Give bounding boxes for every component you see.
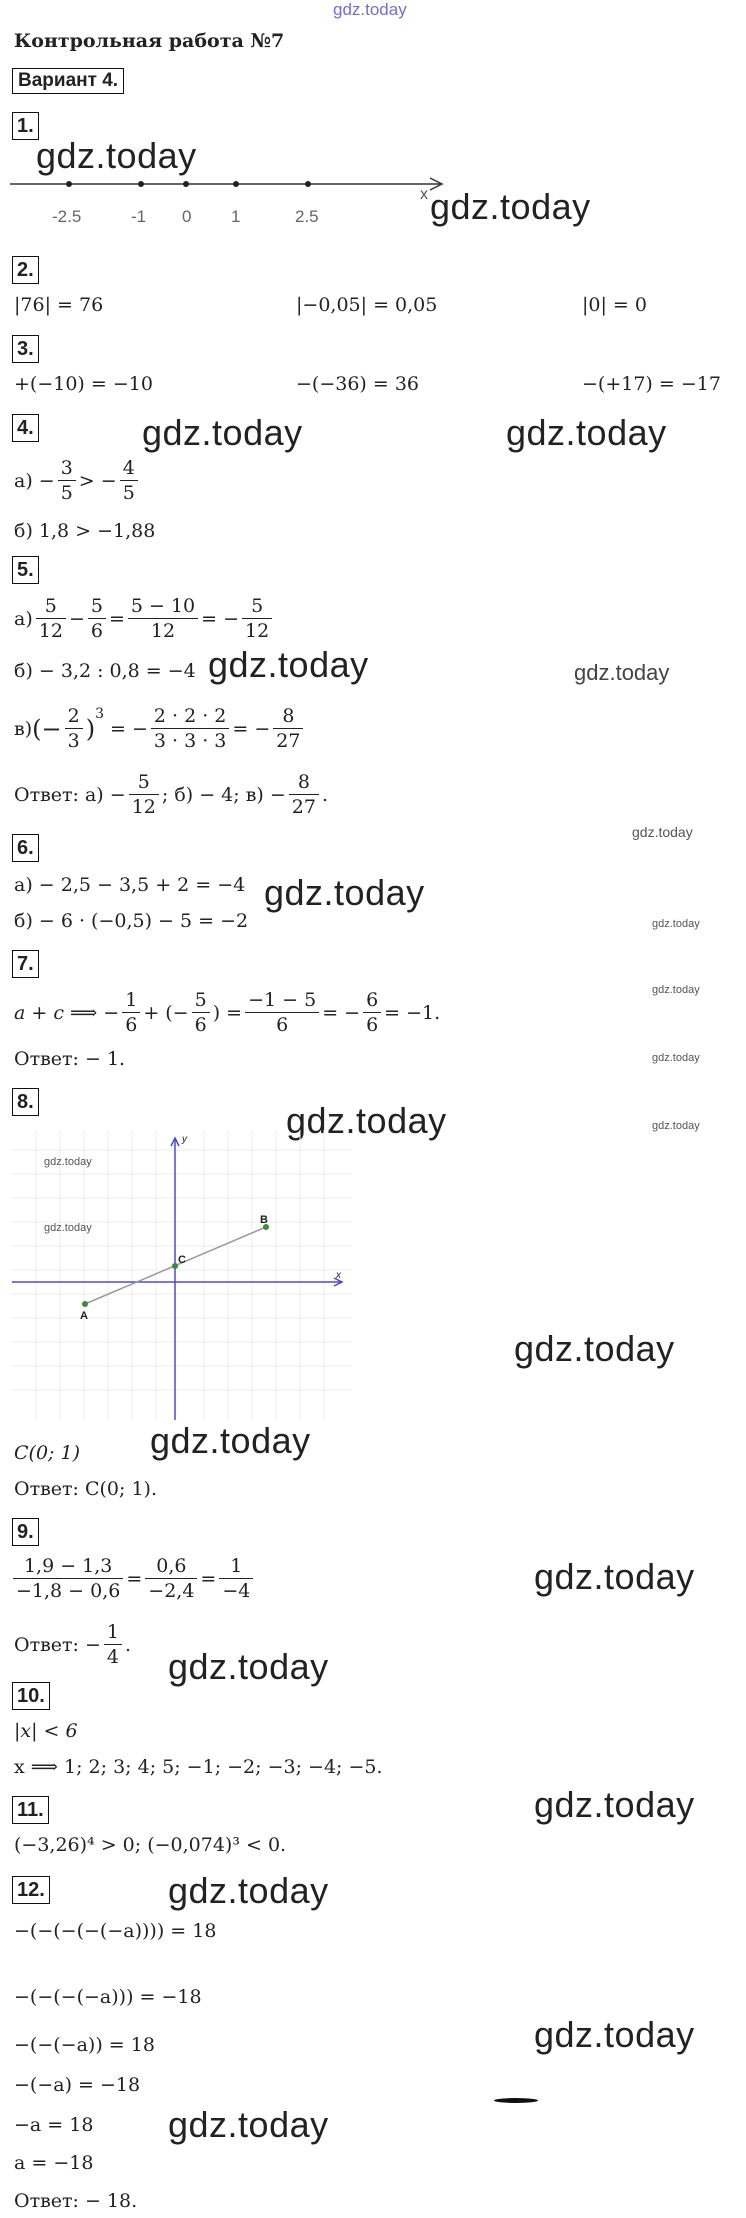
fraction — [120, 456, 138, 505]
y-axis-label: y — [182, 1134, 187, 1145]
task-12-answer: Ответ: − 18. — [14, 2190, 138, 2212]
numerator: 8 — [273, 704, 303, 729]
task-12-line-2: −(−(−(−a))) = −18 — [14, 1986, 202, 2008]
watermark: gdz.today — [632, 824, 693, 840]
task-2-c: |0| = 0 — [582, 294, 647, 316]
fraction — [219, 1554, 253, 1603]
text: = − — [201, 607, 240, 630]
fraction — [128, 594, 198, 643]
watermark: gdz.today — [36, 135, 197, 176]
watermark: gdz.today — [286, 1100, 447, 1141]
denominator: 27 — [291, 796, 316, 818]
fraction — [273, 704, 303, 753]
denominator: 12 — [38, 620, 63, 642]
task-2-a: |76| = 76 — [14, 294, 104, 316]
fraction — [122, 988, 140, 1037]
fraction — [151, 704, 230, 753]
watermark: gdz.today — [652, 984, 700, 996]
text: ; б) − 4; в) − — [161, 783, 286, 806]
numerator: 8 — [289, 770, 319, 795]
task-3-a: +(−10) = −10 — [14, 373, 153, 395]
task-10-number: 10. — [12, 1682, 50, 1710]
task-11-a: (−3,26)⁴ > 0; (−0,074)³ < 0. — [14, 1834, 287, 1856]
text: = — [108, 607, 125, 630]
task-1-number: 1. — [12, 112, 39, 140]
task-12-line-1: −(−(−(−(−a)))) = 18 — [14, 1920, 217, 1942]
tick-label: 1 — [231, 207, 241, 226]
task-3-number: 3. — [12, 335, 39, 363]
numerator: 5 — [129, 770, 159, 795]
fraction — [242, 594, 272, 643]
watermark: gdz.today — [652, 1052, 700, 1064]
denominator: 5 — [122, 482, 135, 504]
text: . — [125, 1633, 132, 1656]
point-b-label: B — [260, 1214, 268, 1226]
text: − — [68, 607, 85, 630]
text: ) = — [212, 1001, 243, 1024]
denominator: 6 — [194, 1014, 207, 1036]
watermark: gdz.today — [168, 1646, 329, 1687]
task-3-b: −(−36) = 36 — [296, 373, 420, 395]
task-8-number: 8. — [12, 1088, 39, 1116]
text: а) — [14, 607, 33, 630]
numerator: 2 · 2 · 2 — [151, 704, 230, 729]
task-10-a: |x| < 6 — [14, 1720, 78, 1742]
watermark: gdz.today — [208, 644, 369, 685]
fraction — [245, 988, 319, 1037]
denominator: 6 — [90, 620, 103, 642]
tick-label: -2.5 — [52, 207, 82, 226]
task-12-number: 12. — [12, 1876, 50, 1904]
task-7-expression — [14, 988, 440, 1037]
watermark: gdz.today — [534, 2014, 695, 2055]
task-2-b: |−0,05| = 0,05 — [296, 294, 438, 316]
axis-x-label: x — [420, 186, 428, 203]
task-5-b: б) − 3,2 : 0,8 = −4 — [14, 660, 196, 682]
numerator: 1,9 − 1,3 — [13, 1554, 123, 1579]
task-5-c — [14, 704, 306, 753]
denominator: −4 — [222, 1580, 251, 1602]
x-axis-label: x — [336, 1270, 341, 1281]
point-a-label: A — [80, 1310, 88, 1322]
tick-label: 0 — [182, 207, 192, 226]
task-12-line-3: −(−(−a)) = 18 — [14, 2034, 155, 2056]
watermark: gdz.today — [150, 1420, 311, 1461]
task-2-number: 2. — [12, 256, 39, 284]
denominator: 5 — [60, 482, 73, 504]
denominator: 12 — [150, 620, 176, 642]
text: Ответ: а) − — [14, 783, 126, 806]
numerator: 1 — [104, 1620, 122, 1645]
watermark: gdz.today — [506, 412, 667, 453]
watermark: gdz.today — [264, 872, 425, 913]
task-4-b: б) 1,8 > −1,88 — [14, 520, 156, 542]
fraction — [192, 988, 210, 1037]
numerator: 4 — [120, 456, 138, 481]
watermark: gdz.today — [168, 2104, 329, 2145]
watermark: gdz.today — [534, 1556, 695, 1597]
numerator: −1 − 5 — [245, 988, 319, 1013]
numerator: 5 − 10 — [128, 594, 198, 619]
tick-label: 2.5 — [295, 207, 319, 226]
numerator: 5 — [242, 594, 272, 619]
watermark: gdz.today — [168, 1870, 329, 1911]
fraction — [363, 988, 381, 1037]
task-7-answer: Ответ: − 1. — [14, 1048, 126, 1070]
watermark-top: gdz.today — [333, 0, 407, 19]
text: = — [200, 1567, 217, 1590]
numerator: 2 — [65, 704, 83, 729]
task-4-a — [14, 456, 141, 505]
task-11-number: 11. — [12, 1796, 49, 1824]
text: = − — [322, 1001, 361, 1024]
numerator: 3 — [58, 456, 76, 481]
numerator: 5 — [36, 594, 66, 619]
denominator: 4 — [106, 1646, 119, 1668]
text: Ответ: − — [14, 1633, 101, 1656]
watermark: gdz.today — [44, 1222, 92, 1234]
task-12-line-6: a = −18 — [14, 2152, 94, 2174]
denominator: 6 — [125, 1014, 138, 1036]
denominator: −2,4 — [148, 1580, 195, 1602]
denominator: 6 — [366, 1014, 379, 1036]
task-4-number: 4. — [12, 414, 39, 442]
text: = — [126, 1567, 143, 1590]
fraction — [145, 1554, 197, 1603]
text: a + c ⟹ − — [14, 1001, 120, 1024]
task-5-a — [14, 594, 275, 643]
numerator: 0,6 — [145, 1554, 197, 1579]
watermark: gdz.today — [142, 412, 303, 453]
denominator: 12 — [131, 796, 156, 818]
denominator: 3 — [67, 730, 80, 752]
fraction — [65, 704, 83, 753]
fraction — [13, 1554, 123, 1603]
numerator: 5 — [192, 988, 210, 1013]
fraction — [36, 594, 66, 643]
denominator: 12 — [245, 620, 270, 642]
text: = − — [232, 717, 271, 740]
denominator: 3 · 3 · 3 — [153, 730, 227, 752]
fraction — [104, 1620, 122, 1669]
task-9-answer — [14, 1620, 131, 1669]
watermark: gdz.today — [652, 1120, 700, 1132]
denominator: −1,8 − 0,6 — [16, 1580, 121, 1602]
numerator: 5 — [88, 594, 106, 619]
task-12-line-5: −a = 18 — [14, 2114, 94, 2136]
task-8-answer: Ответ: C(0; 1). — [14, 1478, 158, 1500]
tick-label: -1 — [131, 207, 147, 226]
task-7-number: 7. — [12, 950, 39, 978]
task-5-answer — [14, 770, 328, 819]
text: (− — [32, 714, 62, 743]
task-12-line-4: −(−a) = −18 — [14, 2074, 141, 2096]
point-c-label: C — [178, 1254, 186, 1266]
text: . — [321, 783, 328, 806]
watermark: gdz.today — [652, 918, 700, 930]
numerator: 1 — [219, 1554, 253, 1579]
text: > − — [78, 469, 117, 492]
variant-label: Вариант 4. — [12, 68, 124, 94]
text: = − — [109, 717, 148, 740]
text: в) — [14, 717, 33, 740]
ink-stroke — [494, 2098, 538, 2103]
task-8-result: C(0; 1) — [14, 1442, 80, 1464]
denominator: 27 — [276, 730, 301, 752]
fraction — [58, 456, 76, 505]
page-title: Контрольная работа №7 — [14, 30, 285, 52]
text: + (− — [143, 1001, 189, 1024]
fraction — [129, 770, 159, 819]
fraction — [289, 770, 319, 819]
task-6-b: б) − 6 · (−0,5) − 5 = −2 — [14, 910, 249, 932]
task-3-c: −(+17) = −17 — [582, 373, 721, 395]
exponent: 3 — [95, 706, 104, 722]
task-6-a: а) − 2,5 − 3,5 + 2 = −4 — [14, 874, 246, 896]
task-10-b: x ⟹ 1; 2; 3; 4; 5; −1; −2; −3; −4; −5. — [14, 1756, 383, 1778]
watermark: gdz.today — [514, 1328, 675, 1369]
numerator: 1 — [122, 988, 140, 1013]
task-5-number: 5. — [12, 556, 39, 584]
denominator: 6 — [276, 1014, 289, 1036]
task-9-expression — [10, 1554, 256, 1603]
task-6-number: 6. — [12, 834, 39, 862]
text: а) − — [14, 469, 55, 492]
watermark: gdz.today — [430, 186, 591, 227]
text: = −1. — [384, 1001, 441, 1024]
numerator: 6 — [363, 988, 381, 1013]
watermark: gdz.today — [534, 1784, 695, 1825]
fraction — [88, 594, 106, 643]
task-9-number: 9. — [12, 1518, 39, 1546]
watermark: gdz.today — [44, 1156, 92, 1168]
watermark: gdz.today — [574, 660, 670, 685]
coordinate-plane — [12, 1130, 352, 1420]
text: ) — [85, 714, 96, 743]
